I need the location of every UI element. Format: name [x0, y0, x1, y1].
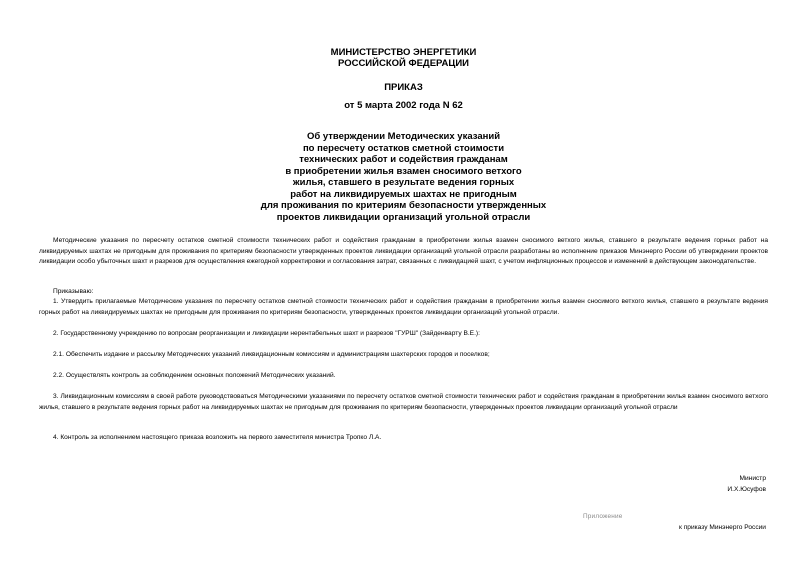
signature-block — [727, 474, 766, 495]
title-line: Об утверждении Методических указаний — [306, 131, 501, 142]
order-date: от 5 марта 2002 года N 62 — [344, 100, 463, 111]
order-item-4: 4. Контроль за исполнением настоящего приказа возложить на первого заместителя министра Тропко Л.А. — [53, 434, 382, 441]
document-title — [0, 131, 807, 223]
title-line: жилья, ставшего в результате ведения горных — [292, 177, 515, 188]
order-item-1: 1. Утвердить прилагаемые Методические указания по пересчету остатков сметной стоимости технических работ и содействия гражданам в приобретении жилья взамен сносимого ветхого жилья, ставшего в результате ведения горных работ на ликвидируемых шахтах не пригодным для проживания по критериям безопасности, утвержденных проектов ликвидации организаций угольной отрасли. — [39, 298, 768, 316]
title-line: технических работ и содействия гражданам — [299, 154, 508, 165]
appendix-reference: к приказу Минэнерго России — [679, 524, 766, 531]
title-line: для проживания по критериям безопасности утвержденных — [260, 200, 547, 211]
title-line: в приобретении жилья взамен сносимого ветхого — [285, 165, 522, 177]
title-line: проектов ликвидации организаций угольной отрасли — [276, 211, 531, 223]
order-item-2: 2. Государственному учреждению по вопросам реорганизации и ликвидации нерентабельных шахт и разрезов "ГУРШ" (Зайденварту В.Е.): — [53, 330, 480, 337]
ministry-line-2: РОССИЙСКОЙ ФЕДЕРАЦИИ — [337, 58, 469, 69]
appendix-link[interactable]: Приложение — [583, 513, 623, 520]
order-directive-label: Приказываю: — [53, 288, 94, 295]
order-item-2-1: 2.1. Обеспечить издание и рассылку Методических указаний ликвидационным комиссиям и администрациям шахтерских городов и поселков; — [53, 351, 490, 358]
signatory-name: И.Х.Юсуфов — [727, 485, 766, 493]
order-item-3: 3. Ликвидационным комиссиям в своей работе руководствоваться Методическими указаниями по пересчету остатков сметной стоимости технических работ и содействия гражданам в приобретении жилья взамен сносимого ветхого жилья, ставшего в результате ведения горных работ на ликвидируемых шахтах не пригодным для проживания по критериям безопасности, утвержденных проектов ликвидации организаций угольной отрасли — [39, 393, 768, 411]
signatory-position: Министр — [739, 475, 766, 482]
order-label: ПРИКАЗ — [384, 82, 423, 93]
ministry-line-1: МИНИСТЕРСТВО ЭНЕРГЕТИКИ — [330, 47, 477, 58]
intro-paragraph: Методические указания по пересчету остатков сметной стоимости технических работ и содействия гражданам в приобретении жилья взамен сносимого ветхого жилья, ставшего в результате ведения горных работ на ликвидируемых шахтах не пригодным для проживания по критериям безопасности утвержденных проектов ликвидации организаций угольной отрасли разработаны во исполнение приказов Минэнерго России об утверждении проектов ликвидации особо убыточных шахт и разрезов для осуществления ежегодной корректировки и согласования затрат, связанных с ликвидацией шахт, с учетом инфляционных процессов и изменений в действующем законодательстве. — [39, 237, 768, 266]
ministry-heading — [0, 47, 807, 69]
order-item-2-2: 2.2. Осуществлять контроль за соблюдением основных положений Методических указаний. — [53, 372, 336, 379]
title-line: работ на ликвидируемых шахтах не пригодным — [290, 188, 517, 200]
title-line: по пересчету остатков сметной стоимости — [302, 142, 505, 154]
